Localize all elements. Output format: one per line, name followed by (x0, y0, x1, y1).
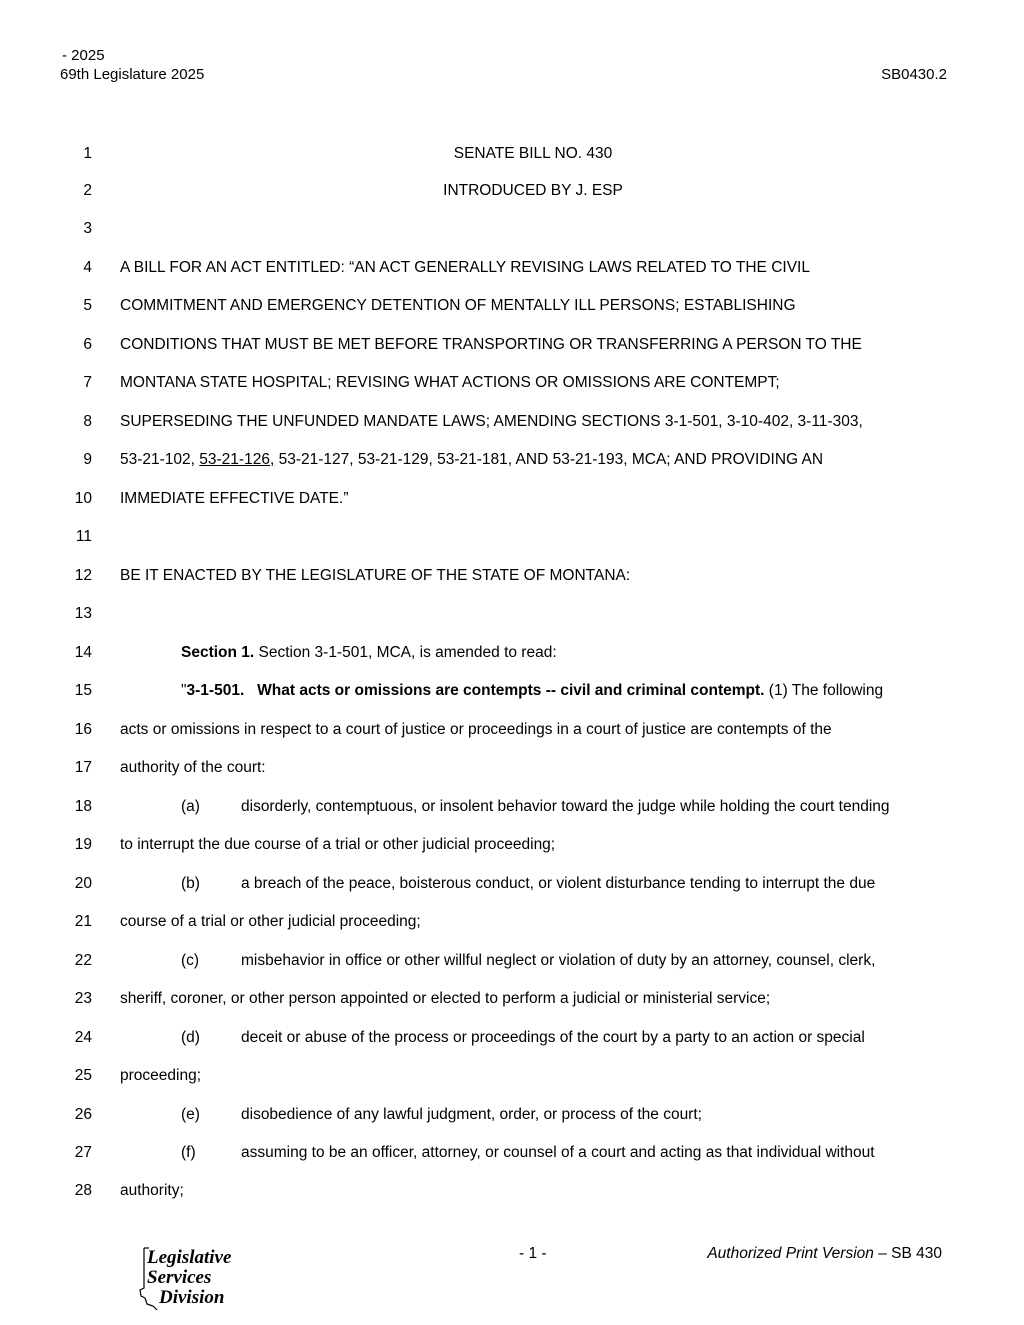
logo-line: Services (147, 1267, 212, 1288)
header-year: - 2025 (62, 47, 105, 64)
subsection-text: disorderly, contemptuous, or insolent behavior toward the judge while holding the court tending (241, 798, 890, 815)
logo-line: Division (159, 1287, 225, 1308)
header-legislature: 69th Legislature 2025 (60, 66, 205, 83)
bill-line (0, 489, 1024, 509)
line-number: 18 (74, 798, 92, 815)
line-number: 13 (74, 605, 92, 622)
line-number: 21 (74, 913, 92, 930)
line-text: MONTANA STATE HOSPITAL; REVISING WHAT ACTIONS OR OMISSIONS ARE CONTEMPT; (120, 374, 780, 391)
line-number: 25 (74, 1067, 92, 1084)
bill-line (0, 951, 1024, 971)
bill-line (0, 797, 1024, 817)
subsection-label: (e) (181, 1106, 200, 1123)
line-number: 6 (83, 336, 92, 353)
line-number: 24 (74, 1029, 92, 1046)
header-bill-id: SB0430.2 (881, 66, 947, 83)
bill-line (0, 258, 1024, 278)
subsection-text: deceit or abuse of the process or proceedings of the court by a party to an action or special (241, 1029, 865, 1046)
print-version (707, 1245, 942, 1263)
subsection-label: (a) (181, 798, 200, 815)
line-number: 15 (74, 682, 92, 699)
line-text: course of a trial or other judicial proceeding; (120, 913, 421, 930)
bill-line (0, 643, 1024, 663)
bill-line (0, 181, 1024, 201)
version-label: Authorized Print Version (707, 1245, 874, 1262)
version-separator: – (873, 1245, 892, 1262)
bill-line (0, 1028, 1024, 1048)
bill-line (0, 874, 1024, 894)
line-number: 14 (74, 644, 92, 661)
subsection-text: assuming to be an officer, attorney, or counsel of a court and acting as that individual without (241, 1144, 875, 1161)
bill-sponsor: INTRODUCED BY J. ESP (443, 182, 623, 199)
bill-line (0, 296, 1024, 316)
line-text: acts or omissions in respect to a court of justice or proceedings in a court of justice are contempts of the (120, 721, 832, 738)
line-number: 12 (74, 567, 92, 584)
open-quote: " (181, 682, 187, 699)
line-text: COMMITMENT AND EMERGENCY DETENTION OF MENTALLY ILL PERSONS; ESTABLISHING (120, 297, 796, 314)
line-text: authority of the court: (120, 759, 266, 776)
logo-line: Legislative (147, 1247, 232, 1268)
line-number: 2 (83, 182, 92, 199)
bill-line (0, 450, 1024, 470)
section-label: Section 1. (181, 644, 255, 661)
subsection-label: (c) (181, 952, 200, 969)
line-text: to interrupt the due course of a trial or other judicial proceeding; (120, 836, 556, 853)
line-number: 10 (74, 490, 92, 507)
line-number: 20 (74, 875, 92, 892)
subsection-text: misbehavior in office or other willful neglect or violation of duty by an attorney, counsel, clerk, (241, 952, 876, 969)
line-text (120, 450, 823, 470)
line-number: 28 (74, 1182, 92, 1199)
line-number: 26 (74, 1106, 92, 1123)
bill-line (0, 1105, 1024, 1125)
line-number: 4 (83, 259, 92, 276)
line-number: 7 (83, 374, 92, 391)
bill-line (0, 720, 1024, 740)
line-text-pre: 53-21-102, (120, 451, 200, 468)
line-number: 17 (74, 759, 92, 776)
bill-line (0, 1143, 1024, 1163)
line-number: 5 (83, 297, 92, 314)
bill-line (0, 1181, 1024, 1201)
bill-line (0, 681, 1024, 701)
line-number: 23 (74, 990, 92, 1007)
line-text: authority; (120, 1182, 184, 1199)
bill-line (0, 912, 1024, 932)
enacting-clause: BE IT ENACTED BY THE LEGISLATURE OF THE STATE OF MONTANA: (120, 567, 631, 584)
subsection-text: a breach of the peace, boisterous conduct, or violent disturbance tending to interrupt the due (241, 875, 876, 892)
bill-line (0, 758, 1024, 778)
line-text-post: 53-21-127, 53-21-129, 53-21-181, AND 53-21-193, MCA; AND PROVIDING AN (274, 451, 824, 468)
bill-line (0, 835, 1024, 855)
line-text: A BILL FOR AN ACT ENTITLED: “AN ACT GENERALLY REVISING LAWS RELATED TO THE CIVIL (120, 259, 810, 276)
line-number: 22 (74, 952, 92, 969)
statute-heading (181, 681, 883, 701)
line-number: 11 (75, 528, 92, 545)
subsection-text: disobedience of any lawful judgment, order, or process of the court; (241, 1106, 702, 1123)
line-text: SUPERSEDING THE UNFUNDED MANDATE LAWS; AMENDING SECTIONS 3-1-501, 3-10-402, 3-11-303, (120, 413, 863, 430)
line-text: IMMEDIATE EFFECTIVE DATE.” (120, 490, 349, 507)
line-number: 1 (83, 145, 92, 162)
lsd-logo (133, 1244, 245, 1312)
bill-line (0, 566, 1024, 586)
line-text: proceeding; (120, 1067, 202, 1084)
bill-line (0, 527, 1024, 547)
line-text: sheriff, coroner, or other person appointed or elected to perform a judicial or ministerial service; (120, 990, 771, 1007)
page-number: - 1 - (519, 1245, 547, 1262)
line-number: 27 (74, 1144, 92, 1161)
line-text: Section 3-1-501, MCA, is amended to read: (254, 644, 557, 661)
bill-title: SENATE BILL NO. 430 (453, 145, 613, 162)
line-text: (1) The following (764, 682, 884, 699)
underlined-insertion: 53-21-126, (199, 451, 275, 468)
bill-line (0, 412, 1024, 432)
bill-line (0, 989, 1024, 1009)
line-number: 16 (74, 721, 92, 738)
bill-line (0, 373, 1024, 393)
version-bill: SB 430 (891, 1245, 942, 1262)
bill-line (0, 144, 1024, 164)
statute-title: 3-1-501. What acts or omissions are contempts -- civil and criminal contempt. (186, 682, 765, 699)
subsection-label: (d) (181, 1029, 200, 1046)
bill-line (0, 219, 1024, 239)
line-number: 9 (83, 451, 92, 468)
line-number: 8 (83, 413, 92, 430)
section-heading (181, 643, 557, 663)
subsection-label: (f) (181, 1144, 196, 1161)
line-number: 19 (74, 836, 92, 853)
line-text: CONDITIONS THAT MUST BE MET BEFORE TRANSPORTING OR TRANSFERRING A PERSON TO THE (120, 336, 862, 353)
bill-line (0, 1066, 1024, 1086)
bill-line (0, 335, 1024, 355)
subsection-label: (b) (181, 875, 200, 892)
bill-line (0, 604, 1024, 624)
line-number: 3 (83, 220, 92, 237)
